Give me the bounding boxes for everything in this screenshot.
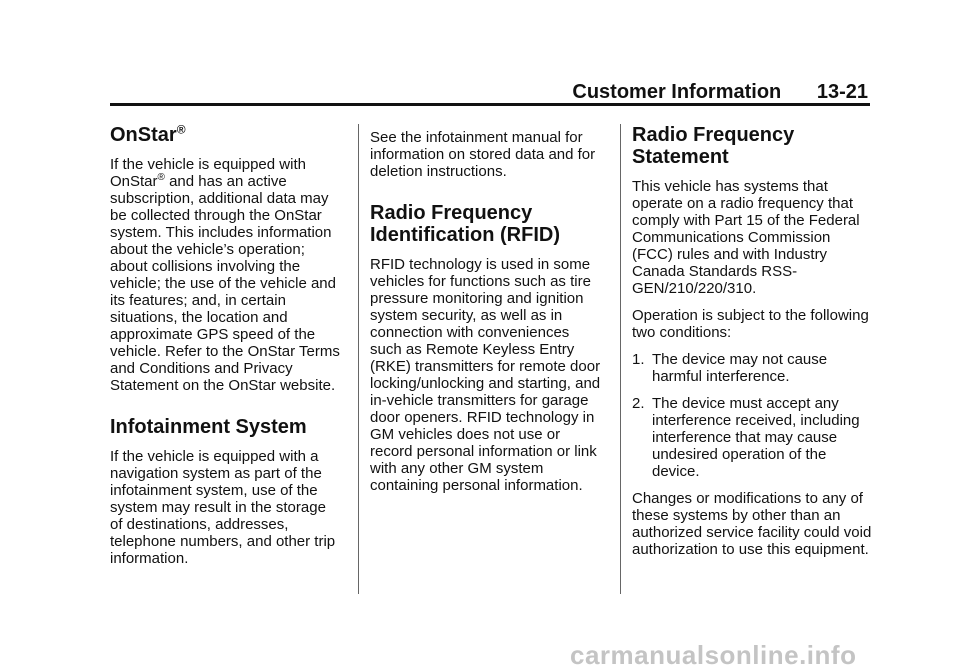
list-item-text: The device must accept any interference received, including interference that may cause undesired operation of the device.: [652, 395, 860, 480]
infotainment-paragraph: If the vehicle is equipped with a navigation system as part of the infotainment system, use of the system may result in the storage of destinations, addresses, telephone numbers, and other trip information.: [110, 448, 336, 567]
registered-mark: ®: [157, 172, 165, 183]
onstar-heading: [110, 124, 342, 146]
list-item: [632, 351, 872, 385]
header-page-number: 13-21: [816, 81, 868, 103]
radio-statement-paragraph: This vehicle has systems that operate on a radio frequency that comply with Part 15 of the Federal Communications Commission (FCC) rules and with Industry Canada Standards RSS-GEN/210/220/310.: [632, 178, 860, 297]
onstar-heading-text: OnStar: [110, 124, 177, 146]
watermark: carmanualsonline.info: [570, 640, 857, 670]
column-divider: [358, 124, 359, 594]
rfid-heading: Radio Frequency Identification (RFID): [370, 202, 560, 246]
list-item-number: 1.: [632, 351, 645, 368]
infotainment-continued-paragraph: See the infotainment manual for information on stored data and for deletion instructions.: [370, 129, 596, 180]
infotainment-heading: Infotainment System: [110, 416, 307, 438]
conditions-list: [632, 351, 872, 480]
section-gap: [370, 190, 602, 202]
column-1: [110, 124, 342, 577]
column-divider: [620, 124, 621, 594]
conditions-intro: Operation is subject to the following two conditions:: [632, 307, 869, 341]
onstar-paragraph: [110, 156, 342, 394]
page-header: [0, 80, 868, 104]
column-3: [632, 124, 872, 568]
header-rule: [110, 103, 870, 106]
list-item-number: 2.: [632, 395, 645, 412]
list-item-text: The device may not cause harmful interference.: [652, 351, 828, 385]
header-section-title: Customer Information: [572, 81, 782, 103]
onstar-paragraph-lead: If the vehicle is equipped with OnStar: [110, 156, 306, 190]
radio-statement-heading: Radio Frequency Statement: [632, 124, 795, 168]
modifications-paragraph: Changes or modifications to any of these systems by other than an authorized service facility could void authorization to use this equipment.: [632, 490, 872, 558]
registered-mark: ®: [176, 122, 186, 137]
list-item: [632, 395, 872, 480]
onstar-paragraph-rest: and has an active subscription, additional data may be collected through the OnStar system. This includes information about the vehicle’s operation; about collisions involving the vehicle; the use of the vehicle and its features; and, in certain situations, the location and approximate GPS speed of the vehicle. Refer to the OnStar Terms and Conditions and Privacy Statement on the OnStar website.: [110, 173, 340, 394]
column-2: [370, 129, 602, 504]
rfid-paragraph: RFID technology is used in some vehicles for functions such as tire pressure monitoring and ignition system security, as well as in connection with conveniences such as Remote Keyless Entry (RKE) transmitters for remote door locking/unlocking and starting, and in-vehicle transmitters for garage door openers. RFID technology in GM vehicles does not use or record personal information or link with any other GM system containing personal information.: [370, 256, 601, 494]
section-gap: [110, 404, 342, 416]
